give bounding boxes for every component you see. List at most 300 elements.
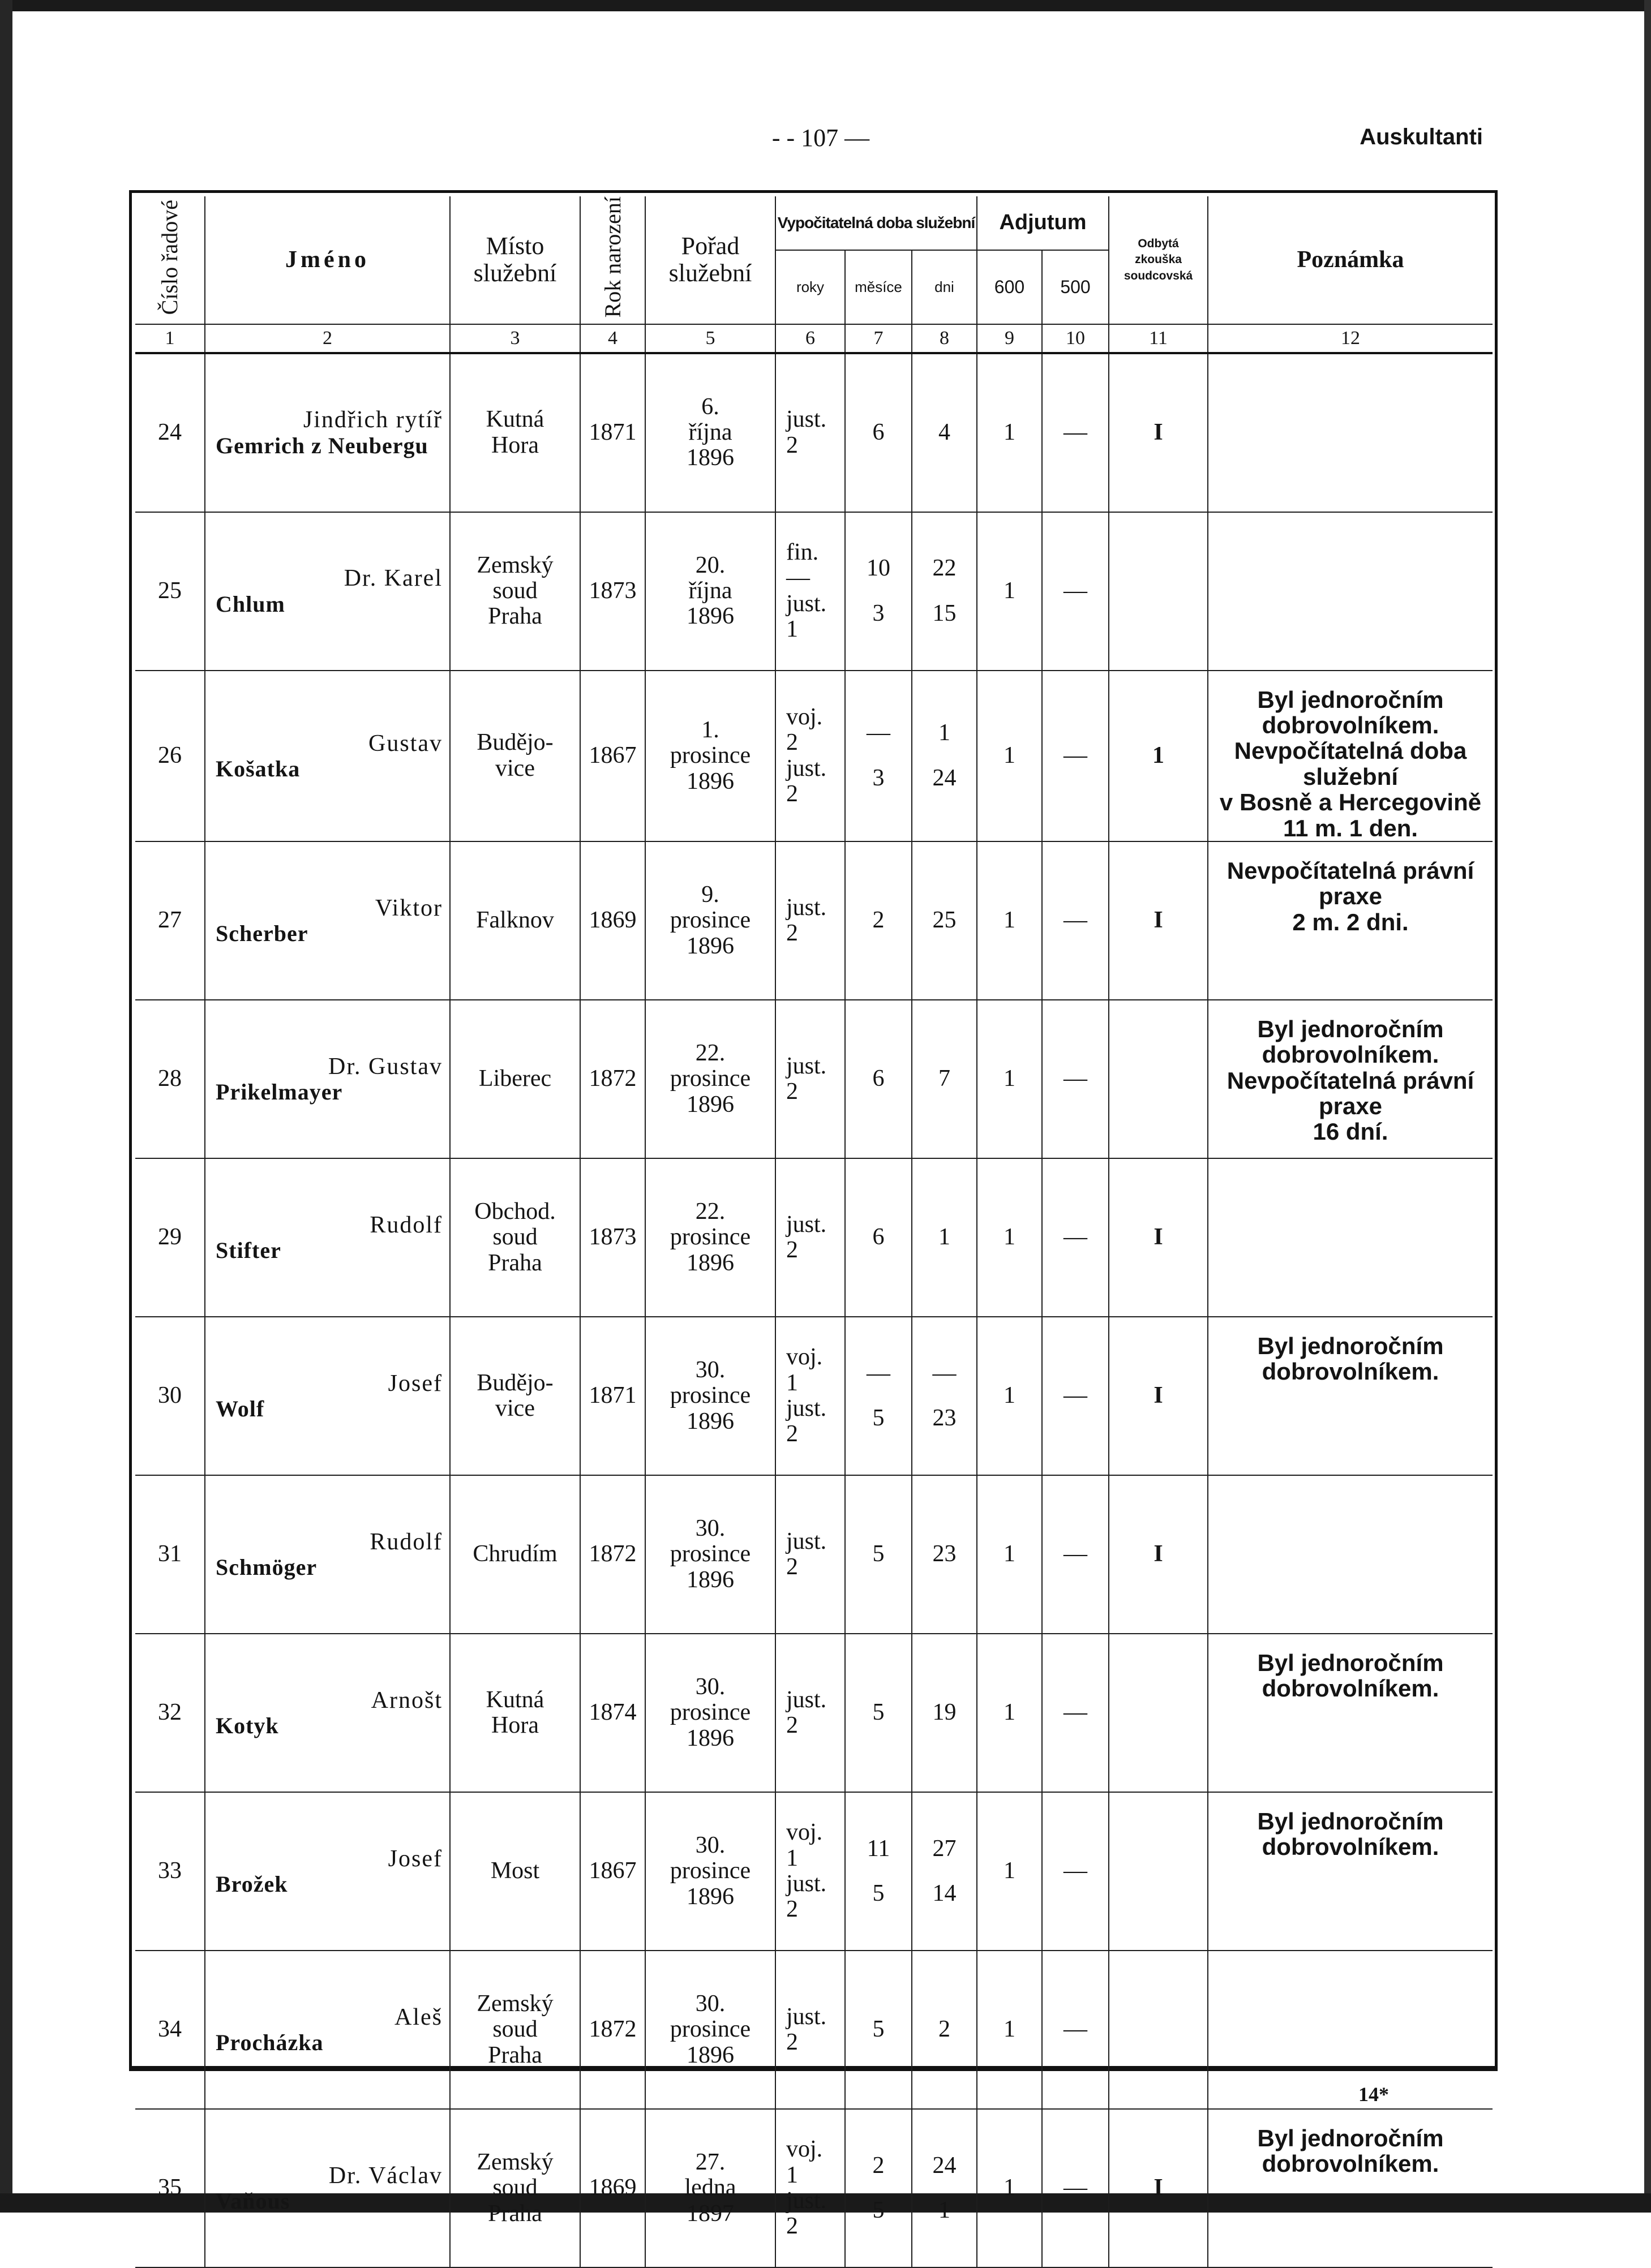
first-name: Rudolf <box>370 1528 443 1555</box>
cell-adj-500: — <box>1042 2109 1109 2267</box>
cell-adj-500: — <box>1042 1792 1109 1951</box>
cell-zkouska: I <box>1109 353 1208 512</box>
porad-line: října <box>688 419 732 446</box>
roky-line: 2 <box>786 2213 798 2240</box>
cell-roky <box>775 1475 845 1634</box>
roky-line: — <box>786 565 810 591</box>
cell-dni <box>912 512 977 671</box>
table-row <box>135 512 1493 671</box>
misto-line: soud <box>492 578 538 604</box>
cell-rok: 1871 <box>580 353 645 512</box>
cell-roky <box>775 841 845 1000</box>
col-number: 10 <box>1042 324 1109 353</box>
cell-jmeno <box>205 1000 450 1158</box>
col-header-porad: Pořad služební <box>645 196 775 324</box>
last-name: Scherber <box>216 921 308 946</box>
roky-line: voj. <box>786 1819 823 1846</box>
roky-line: 2 <box>786 1712 798 1738</box>
porad-line: 1896 <box>687 768 734 794</box>
cell-adj-600: 1 <box>977 512 1042 671</box>
cell-porad <box>645 353 775 512</box>
cell-porad <box>645 841 775 1000</box>
cell-roky <box>775 1792 845 1951</box>
mesice-value: — <box>867 1360 890 1386</box>
cell-poznamka <box>1208 1158 1493 1317</box>
cell-poznamka <box>1208 841 1493 1000</box>
poznamka-line: Byl jednoročním dobrovolníkem. <box>1257 1332 1444 1385</box>
dni-value: 1 <box>938 720 950 746</box>
cell-porad <box>645 1158 775 1317</box>
last-name: Stifter <box>216 1238 281 1263</box>
last-name: Wolf <box>216 1396 265 1421</box>
dni-value: 2 <box>938 2016 950 2043</box>
first-name: Dr. Karel <box>344 565 443 592</box>
cell-cislo: 27 <box>135 841 205 1000</box>
cell-zkouska: I <box>1109 1317 1208 1475</box>
col-header-roky: roky <box>775 250 845 324</box>
cell-misto <box>450 1158 580 1317</box>
col-header-dni: dni <box>912 250 977 324</box>
misto-line: Praha <box>488 1249 542 1276</box>
cell-adj-500: — <box>1042 841 1109 1000</box>
dni-value: 25 <box>932 907 957 934</box>
col-header-odbyta: Odbytá zkouška soudcovská <box>1109 196 1208 324</box>
cell-mesice <box>845 671 912 841</box>
col-header-rok-text: Rok narození <box>599 196 625 318</box>
cell-poznamka <box>1208 2109 1493 2267</box>
cell-jmeno <box>205 1951 450 2109</box>
misto-line: soud <box>492 1224 538 1251</box>
misto-line: vice <box>495 755 535 781</box>
cell-poznamka <box>1208 671 1493 841</box>
roky-line: 2 <box>786 1896 798 1923</box>
cell-dni <box>912 1317 977 1475</box>
misto-line: vice <box>495 1395 535 1421</box>
misto-line: Budějo- <box>477 1369 554 1396</box>
mesice-value: 5 <box>872 2197 885 2223</box>
roky-line: voj. <box>786 1344 823 1371</box>
cell-adj-600: 1 <box>977 841 1042 1000</box>
col-number: 3 <box>450 324 580 353</box>
cell-adj-500: — <box>1042 1317 1109 1475</box>
last-name: Chlum <box>216 591 285 617</box>
cell-misto <box>450 1475 580 1634</box>
cell-adj-500: — <box>1042 1475 1109 1634</box>
mesice-value: 3 <box>872 600 885 626</box>
first-name: Josef <box>388 1370 443 1397</box>
mesice-value: 5 <box>872 1541 885 1567</box>
misto-line: Zemský <box>477 1990 554 2017</box>
col-number: 5 <box>645 324 775 353</box>
roky-line: just. <box>786 590 827 617</box>
cell-poznamka <box>1208 1000 1493 1158</box>
misto-line: Chrudím <box>473 1541 558 1567</box>
misto-line: soud <box>492 2175 538 2201</box>
mesice-value: 6 <box>872 1066 885 1092</box>
porad-line: 1896 <box>687 1249 734 1276</box>
porad-line: prosince <box>670 1382 751 1409</box>
cell-cislo: 34 <box>135 1951 205 2109</box>
porad-line: 1896 <box>687 445 734 471</box>
first-name: Aleš <box>394 2004 443 2030</box>
cell-misto <box>450 353 580 512</box>
roky-line: 1 <box>786 1845 798 1871</box>
porad-line: 9. <box>701 881 719 908</box>
cell-mesice <box>845 2109 912 2267</box>
col-header-mesice: měsíce <box>845 250 912 324</box>
register-table-frame <box>129 190 1498 2240</box>
porad-line: 1896 <box>687 1725 734 1751</box>
cell-cislo: 31 <box>135 1475 205 1634</box>
last-name: Vaňous <box>216 2188 290 2214</box>
first-name: Dr. Václav <box>328 2162 443 2189</box>
poznamka-line: Nevpočítatelná právní praxe <box>1227 857 1474 910</box>
cell-jmeno <box>205 1158 450 1317</box>
dni-value: 15 <box>932 600 957 626</box>
poznamka-line: Byl jednoročním dobrovolníkem. <box>1257 2124 1444 2177</box>
cell-misto <box>450 1634 580 1792</box>
porad-line: prosince <box>670 1066 751 1092</box>
cell-misto <box>450 2109 580 2267</box>
table-row <box>135 353 1493 512</box>
cell-dni <box>912 1792 977 1951</box>
first-name: Rudolf <box>370 1212 443 1238</box>
mesice-value: 2 <box>872 2152 885 2179</box>
col-header-poznamka: Poznámka <box>1208 196 1493 324</box>
dni-value: 22 <box>932 555 957 582</box>
roky-line: 2 <box>786 432 798 458</box>
roky-line: 2 <box>786 1421 798 1447</box>
cell-adj-500: — <box>1042 671 1109 841</box>
misto-line: Budějo- <box>477 729 554 756</box>
cell-porad <box>645 1475 775 1634</box>
cell-zkouska <box>1109 512 1208 671</box>
cell-poznamka <box>1208 1317 1493 1475</box>
misto-line: Praha <box>488 603 542 630</box>
porad-line: 30. <box>695 1990 726 2017</box>
roky-line: 2 <box>786 1553 798 1580</box>
cell-poznamka <box>1208 1792 1493 1951</box>
cell-porad <box>645 2109 775 2267</box>
cell-jmeno <box>205 353 450 512</box>
cell-adj-600: 1 <box>977 1158 1042 1317</box>
roky-line: just. <box>786 1395 827 1421</box>
roky-line: 2 <box>786 1236 798 1263</box>
cell-rok: 1869 <box>580 841 645 1000</box>
col-number: 7 <box>845 324 912 353</box>
last-name: Brožek <box>216 1871 288 1897</box>
cell-rok: 1867 <box>580 671 645 841</box>
col-header-adjutum: Adjutum <box>977 196 1109 250</box>
dni-value: 4 <box>938 419 950 446</box>
roky-line: just. <box>786 406 827 433</box>
cell-jmeno <box>205 1792 450 1951</box>
roky-line: 2 <box>786 920 798 946</box>
roky-line: just. <box>786 2187 827 2214</box>
cell-jmeno <box>205 512 450 671</box>
cell-cislo: 35 <box>135 2109 205 2267</box>
cell-cislo: 29 <box>135 1158 205 1317</box>
cell-zkouska: I <box>1109 1475 1208 1634</box>
cell-rok: 1874 <box>580 1634 645 1792</box>
poznamka-line: 2 m. 2 dni. <box>1292 908 1409 935</box>
first-name: Arnošt <box>371 1687 443 1713</box>
cell-zkouska <box>1109 1000 1208 1158</box>
cell-jmeno <box>205 1634 450 1792</box>
misto-line: Hora <box>491 1712 539 1738</box>
col-header-jmeno: Jméno <box>205 196 450 324</box>
poznamka-line: Byl jednoročním dobrovolníkem. <box>1257 1015 1444 1068</box>
porad-line: 22. <box>695 1198 726 1225</box>
dni-value: 19 <box>932 1699 957 1726</box>
porad-line: 1896 <box>687 1091 734 1118</box>
porad-line: 1896 <box>687 1408 734 1434</box>
cell-poznamka <box>1208 512 1493 671</box>
cell-zkouska: I <box>1109 841 1208 1000</box>
cell-dni <box>912 1634 977 1792</box>
cell-rok: 1873 <box>580 512 645 671</box>
poznamka-line: Byl jednoročním dobrovolníkem. <box>1257 686 1444 739</box>
misto-line: Kutná <box>486 406 544 433</box>
cell-jmeno <box>205 1475 450 1634</box>
poznamka-line: 11 m. 1 den. <box>1283 814 1418 841</box>
cell-misto <box>450 841 580 1000</box>
cell-roky <box>775 512 845 671</box>
porad-line: 1896 <box>687 1883 734 1910</box>
table-row <box>135 671 1493 841</box>
cell-adj-500: — <box>1042 1158 1109 1317</box>
cell-cislo: 30 <box>135 1317 205 1475</box>
porad-line: 30. <box>695 1356 726 1383</box>
dni-value: 1 <box>938 1224 950 1251</box>
table-row <box>135 1792 1493 1951</box>
column-number-row <box>135 324 1493 353</box>
porad-line: prosince <box>670 2016 751 2043</box>
cell-roky <box>775 1000 845 1158</box>
cell-rok: 1871 <box>580 1317 645 1475</box>
cell-cislo: 28 <box>135 1000 205 1158</box>
mesice-value: 3 <box>872 764 885 791</box>
first-name: Gustav <box>368 730 443 757</box>
cell-poznamka <box>1208 353 1493 512</box>
last-name: Schmöger <box>216 1554 318 1580</box>
roky-line: 2 <box>786 781 798 807</box>
mesice-value: 6 <box>872 419 885 446</box>
cell-adj-600: 1 <box>977 2109 1042 2267</box>
cell-porad <box>645 1000 775 1158</box>
cell-poznamka <box>1208 1634 1493 1792</box>
col-header-cislo-text: Číslo řadové <box>157 199 182 315</box>
cell-dni <box>912 1475 977 1634</box>
porad-line: 1896 <box>687 1566 734 1593</box>
col-number: 8 <box>912 324 977 353</box>
cell-adj-600: 1 <box>977 1634 1042 1792</box>
dni-value: — <box>932 1360 957 1386</box>
first-name: Josef <box>388 1845 443 1872</box>
cell-mesice <box>845 1634 912 1792</box>
cell-rok: 1872 <box>580 1475 645 1634</box>
scan-edge-top <box>0 0 1651 11</box>
first-name: Jindřich rytíř <box>303 407 443 433</box>
porad-line: prosince <box>670 1858 751 1884</box>
cell-misto <box>450 512 580 671</box>
roky-line: voj. <box>786 704 823 731</box>
mesice-value: — <box>867 720 890 746</box>
mesice-value: 6 <box>872 1224 885 1251</box>
cell-adj-500: — <box>1042 1951 1109 2109</box>
roky-line: just. <box>786 755 827 781</box>
scan-edge-right <box>1644 0 1651 2213</box>
last-name: Prikelmayer <box>216 1079 343 1105</box>
porad-line: 30. <box>695 1515 726 1541</box>
col-number: 1 <box>135 324 205 353</box>
mesice-value: 11 <box>867 1835 890 1862</box>
cell-cislo: 25 <box>135 512 205 671</box>
roky-line: fin. <box>786 539 819 566</box>
col-number: 2 <box>205 324 450 353</box>
mesice-value: 2 <box>872 907 885 934</box>
poznamka-line: Nevpočítatelná právní praxe <box>1227 1067 1474 1119</box>
porad-line: 20. <box>695 552 726 578</box>
cell-porad <box>645 512 775 671</box>
misto-line: Kutná <box>486 1686 544 1713</box>
dni-value: 23 <box>932 1404 957 1431</box>
cell-jmeno <box>205 1317 450 1475</box>
cell-mesice <box>845 1475 912 1634</box>
cell-cislo: 24 <box>135 353 205 512</box>
cell-adj-500: — <box>1042 1634 1109 1792</box>
roky-line: just. <box>786 1211 827 1238</box>
misto-line: Liberec <box>478 1066 552 1092</box>
cell-porad <box>645 1792 775 1951</box>
misto-line: Hora <box>491 432 539 458</box>
cell-dni <box>912 1951 977 2109</box>
cell-roky <box>775 2109 845 2267</box>
cell-adj-500: — <box>1042 512 1109 671</box>
porad-line: prosince <box>670 907 751 934</box>
dni-value: 1 <box>938 2197 950 2223</box>
scan-edge-left <box>0 0 12 2213</box>
mesice-value: 5 <box>872 2016 885 2043</box>
porad-line: 1897 <box>687 2200 734 2227</box>
cell-roky <box>775 353 845 512</box>
cell-jmeno <box>205 671 450 841</box>
last-name: Kotyk <box>216 1713 279 1738</box>
poznamka-line: Byl jednoročním dobrovolníkem. <box>1257 1649 1444 1702</box>
cell-mesice <box>845 1792 912 1951</box>
cell-zkouska: I <box>1109 2109 1208 2267</box>
roky-line: 1 <box>786 2162 798 2188</box>
col-header-vypocitatelna: Vypočitatelná doba služební <box>775 196 977 250</box>
cell-adj-600: 1 <box>977 671 1042 841</box>
cell-adj-600: 1 <box>977 353 1042 512</box>
porad-line: 1896 <box>687 933 734 959</box>
roky-line: just. <box>786 1528 827 1554</box>
cell-rok: 1872 <box>580 1000 645 1158</box>
last-name: Gemrich z Neubergu <box>216 432 428 458</box>
porad-line: ledna <box>684 2175 736 2201</box>
cell-mesice <box>845 1000 912 1158</box>
cell-roky <box>775 1634 845 1792</box>
cell-adj-600: 1 <box>977 1475 1042 1634</box>
roky-line: just. <box>786 1053 827 1079</box>
porad-line: 1896 <box>687 603 734 630</box>
dni-value: 24 <box>932 2152 957 2179</box>
cell-adj-500: — <box>1042 1000 1109 1158</box>
col-number: 12 <box>1208 324 1493 353</box>
section-title: Auskultanti <box>1360 124 1483 149</box>
table-row <box>135 841 1493 1000</box>
cell-mesice <box>845 841 912 1000</box>
cell-misto <box>450 1000 580 1158</box>
cell-dni <box>912 671 977 841</box>
porad-line: 30. <box>695 1673 726 1700</box>
porad-line: 30. <box>695 1832 726 1858</box>
page-number: - - 107 — <box>771 124 870 152</box>
cell-jmeno <box>205 2109 450 2267</box>
cell-zkouska <box>1109 1951 1208 2109</box>
cell-zkouska <box>1109 1634 1208 1792</box>
cell-mesice <box>845 1951 912 2109</box>
porad-line: října <box>688 578 732 604</box>
cell-zkouska: I <box>1109 1158 1208 1317</box>
cell-roky <box>775 1951 845 2109</box>
porad-line: prosince <box>670 742 751 769</box>
cell-rok: 1873 <box>580 1158 645 1317</box>
mesice-value: 5 <box>872 1880 885 1906</box>
printer-signature: 14* <box>1358 2083 1389 2106</box>
misto-line: soud <box>492 2016 538 2043</box>
roky-line: voj. <box>786 2136 823 2163</box>
table-row <box>135 1317 1493 1475</box>
cell-roky <box>775 1317 845 1475</box>
cell-mesice <box>845 1158 912 1317</box>
cell-dni <box>912 1000 977 1158</box>
porad-line: 27. <box>695 2149 726 2175</box>
porad-line: 22. <box>695 1040 726 1066</box>
cell-poznamka <box>1208 1951 1493 2109</box>
misto-line: Obchod. <box>474 1198 556 1225</box>
cell-dni <box>912 2109 977 2267</box>
cell-dni <box>912 841 977 1000</box>
last-name: Procházka <box>216 2030 324 2055</box>
mesice-value: 10 <box>867 555 890 582</box>
cell-cislo: 26 <box>135 671 205 841</box>
cell-misto <box>450 1792 580 1951</box>
cell-misto <box>450 671 580 841</box>
cell-jmeno <box>205 841 450 1000</box>
cell-misto <box>450 1951 580 2109</box>
table-row <box>135 2109 1493 2267</box>
porad-line: 1896 <box>687 2042 734 2068</box>
col-number: 9 <box>977 324 1042 353</box>
roky-line: just. <box>786 2003 827 2030</box>
cell-rok: 1872 <box>580 1951 645 2109</box>
roky-line: 1 <box>786 1369 798 1396</box>
dni-value: 24 <box>932 764 957 791</box>
cell-porad <box>645 1951 775 2109</box>
cell-adj-500: — <box>1042 353 1109 512</box>
misto-line: Praha <box>488 2200 542 2227</box>
cell-adj-600: 1 <box>977 1951 1042 2109</box>
cell-rok: 1867 <box>580 1792 645 1951</box>
cell-poznamka <box>1208 1475 1493 1634</box>
cell-cislo: 33 <box>135 1792 205 1951</box>
cell-cislo: 32 <box>135 1634 205 1792</box>
cell-zkouska <box>1109 1792 1208 1951</box>
roky-line: 2 <box>786 2029 798 2055</box>
dni-value: 7 <box>938 1066 950 1092</box>
